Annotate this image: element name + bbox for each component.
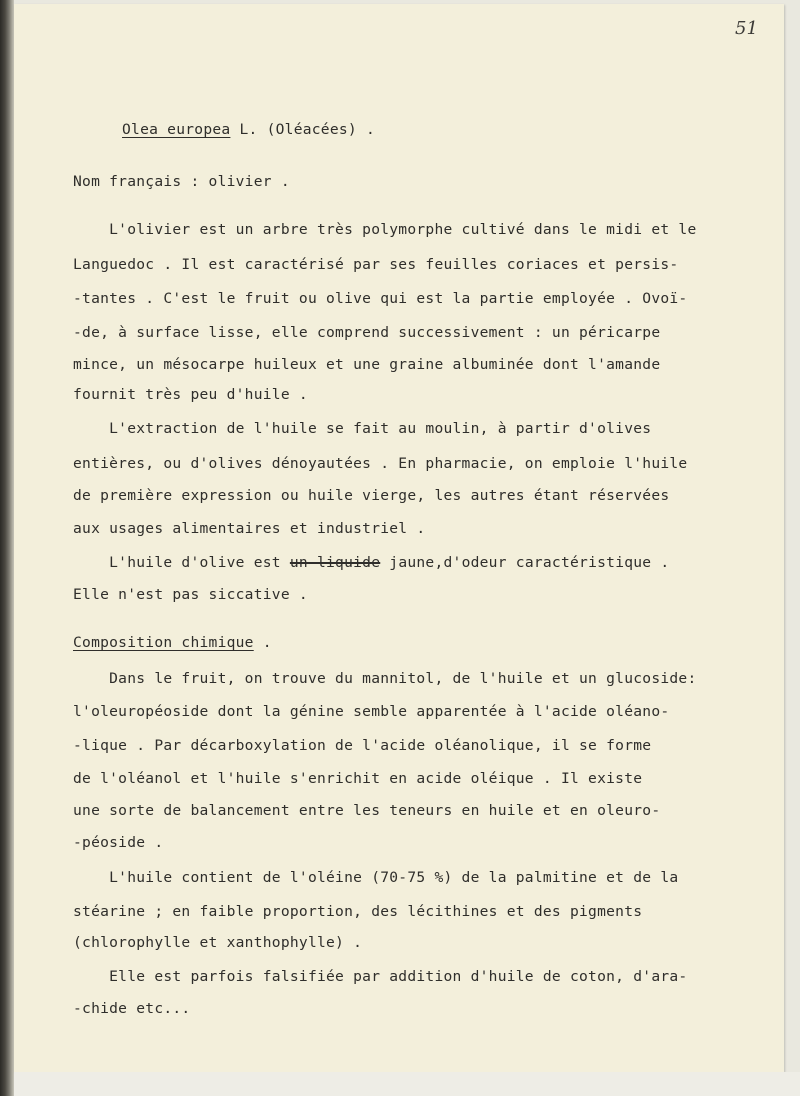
text-line: L'extraction de l'huile se fait au moulin, à partir d'olives: [73, 420, 652, 437]
text-line: -tantes . C'est le fruit ou olive qui est la partie employée . Ovoï-: [73, 290, 688, 307]
text-line: stéarine ; en faible proportion, des lécithines et des pigments: [73, 903, 643, 920]
text-line: Elle n'est pas siccative .: [73, 586, 308, 603]
oil-description-line: [73, 554, 669, 571]
text-line: -lique . Par décarboxylation de l'acide oléanolique, il se forme: [73, 737, 652, 754]
text-line: L'huile contient de l'oléine (70-75 %) de la palmitine et de la: [73, 869, 679, 886]
text-line: -de, à surface lisse, elle comprend successivement : un péricarpe: [73, 324, 661, 341]
text-line: une sorte de balancement entre les teneurs en huile et en oleuro-: [73, 802, 661, 819]
text-line: -chide etc...: [73, 1000, 191, 1017]
text-line: Languedoc . Il est caractérisé par ses feuilles coriaces et persis-: [73, 256, 679, 273]
text-line: de première expression ou huile vierge, les autres étant réservées: [73, 487, 670, 504]
struck-text: un liquide: [289, 554, 381, 571]
text-line: de l'oléanol et l'huile s'enrichit en acide oléique . Il existe: [73, 770, 643, 787]
common-name: Nom français : olivier .: [73, 173, 290, 190]
text-line: l'oleuropéoside dont la génine semble apparentée à l'acide oléano-: [73, 703, 670, 720]
section-heading-suffix: .: [253, 634, 272, 651]
text-line: L'olivier est un arbre très polymorphe cultivé dans le midi et le: [73, 221, 697, 238]
text-line: mince, un mésocarpe huileux et une graine albuminée dont l'amande: [73, 356, 661, 373]
section-heading: [73, 634, 272, 651]
bottom-margin: [14, 1072, 800, 1096]
oil-text-after: jaune,d'odeur caractéristique .: [380, 554, 670, 571]
text-line: Elle est parfois falsifiée par addition d'huile de coton, d'ara-: [73, 968, 688, 985]
text-line: fournit très peu d'huile .: [73, 386, 308, 403]
text-line: -péoside .: [73, 834, 164, 851]
oil-text-before: L'huile d'olive est: [73, 554, 290, 571]
text-line: Dans le fruit, on trouve du mannitol, de l'huile et un glucoside:: [73, 670, 697, 687]
species-genus: Olea europea: [122, 121, 231, 138]
species-title: [122, 121, 375, 138]
book-binding: [0, 0, 14, 1096]
species-family: L. (Oléacées) .: [230, 121, 376, 138]
text-line: (chlorophylle et xanthophylle) .: [73, 934, 363, 951]
section-heading-text: Composition chimique: [73, 634, 254, 651]
text-line: aux usages alimentaires et industriel .: [73, 520, 426, 537]
text-line: entières, ou d'olives dénoyautées . En pharmacie, on emploie l'huile: [73, 455, 688, 472]
page-number: 51: [735, 18, 758, 39]
